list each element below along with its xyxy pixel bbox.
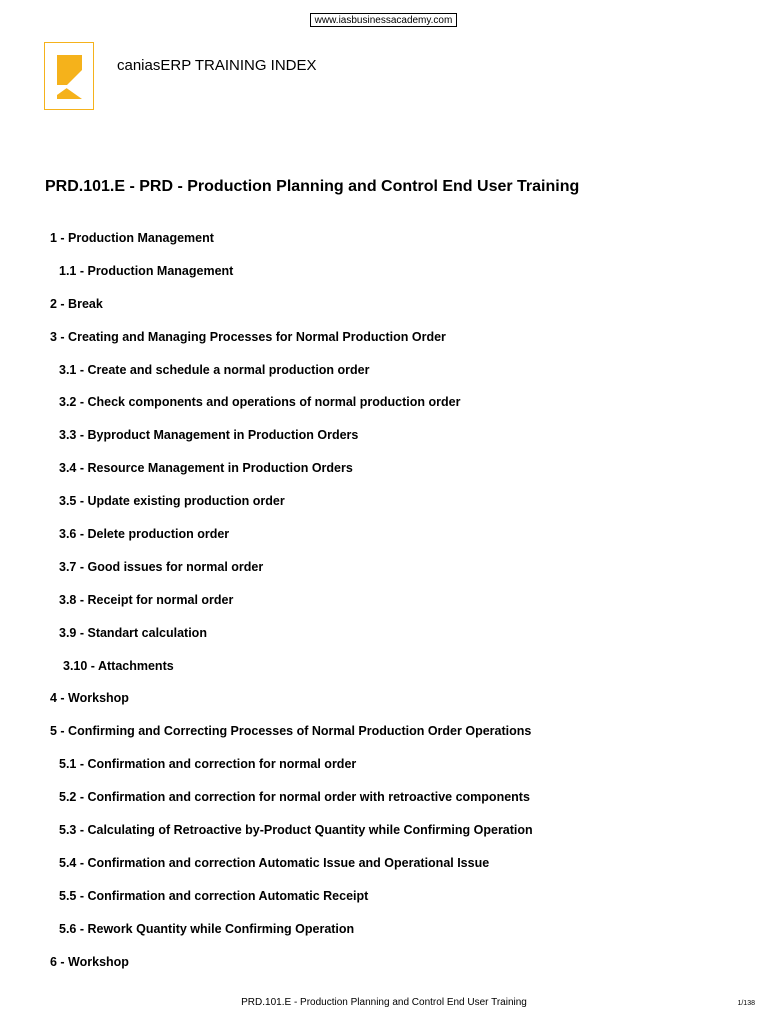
toc-item[interactable]: 2 - Break	[50, 296, 103, 311]
toc-item[interactable]: 3.9 - Standart calculation	[59, 625, 207, 640]
toc-item[interactable]: 3.5 - Update existing production order	[59, 494, 285, 509]
page-number: 1/138	[737, 1000, 755, 1007]
toc-item[interactable]: 3.4 - Resource Management in Production Orders	[59, 461, 353, 476]
toc-item[interactable]: 6 - Workshop	[50, 954, 129, 969]
toc-item[interactable]: 5.5 - Confirmation and correction Automatic Receipt	[59, 888, 369, 903]
canias-logo-icon	[45, 43, 95, 111]
toc-item[interactable]: 5.6 - Rework Quantity while Confirming Operation	[59, 921, 355, 936]
toc-item[interactable]: 5.3 - Calculating of Retroactive by-Product Quantity while Confirming Operation	[59, 823, 533, 838]
toc-item[interactable]: 5 - Confirming and Correcting Processes of Normal Production Order Operations	[50, 724, 532, 739]
toc-item[interactable]: 1.1 - Production Management	[59, 263, 234, 278]
website-url[interactable]: www.iasbusinessacademy.com	[310, 13, 457, 27]
page-title: PRD.101.E - PRD - Production Planning and Control End User Training	[45, 178, 580, 195]
toc-item[interactable]: 3.6 - Delete production order	[59, 527, 230, 542]
toc-item[interactable]: 3.10 - Attachments	[63, 658, 174, 673]
toc-item[interactable]: 3.3 - Byproduct Management in Production Orders	[59, 428, 359, 443]
canias-logo	[44, 42, 94, 110]
toc-item[interactable]: 5.4 - Confirmation and correction Automatic Issue and Operational Issue	[59, 855, 490, 870]
toc-item[interactable]: 5.1 - Confirmation and correction for normal order	[59, 757, 357, 772]
toc-item[interactable]: 3.2 - Check components and operations of normal production order	[59, 395, 461, 410]
brand-title: caniasERP TRAINING INDEX	[117, 57, 317, 74]
table-of-contents	[0, 230, 533, 986]
toc-item[interactable]: 3.1 - Create and schedule a normal production order	[59, 362, 370, 377]
toc-item[interactable]: 1 - Production Management	[50, 231, 214, 245]
toc-item[interactable]: 3.7 - Good issues for normal order	[59, 559, 264, 574]
toc-item[interactable]: 3.8 - Receipt for normal order	[59, 592, 234, 607]
toc-item[interactable]: 5.2 - Confirmation and correction for normal order with retroactive components	[59, 790, 530, 805]
toc-item[interactable]: 3 - Creating and Managing Processes for Normal Production Order	[50, 329, 446, 344]
toc-item[interactable]: 4 - Workshop	[50, 691, 129, 706]
footer-title: PRD.101.E - Production Planning and Control End User Training	[241, 997, 527, 1008]
